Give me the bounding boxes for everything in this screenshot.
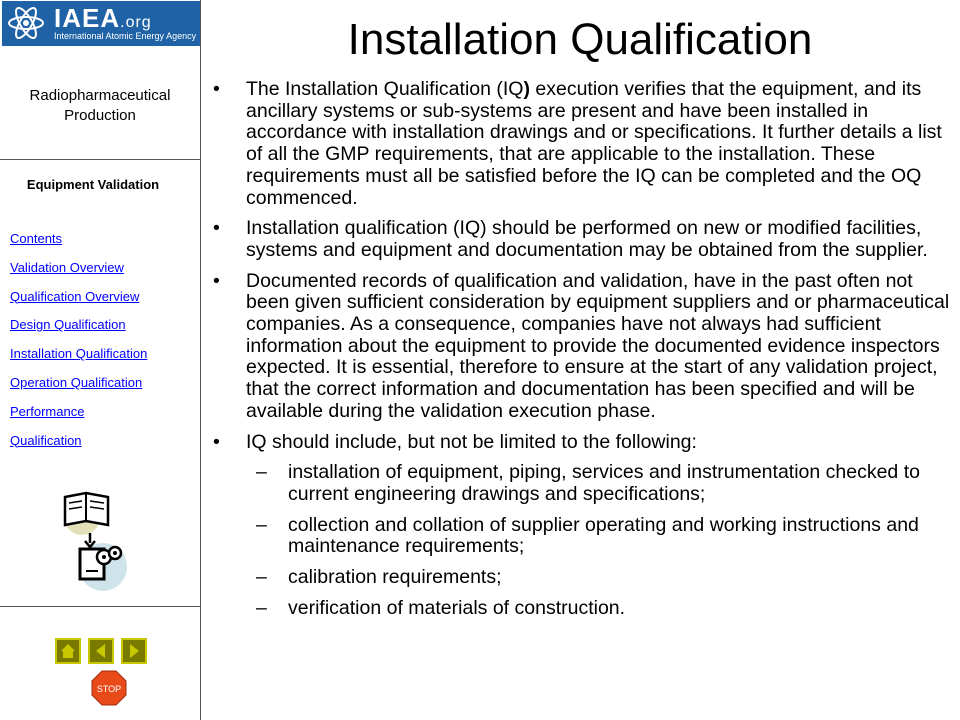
bullet-text: execution verifies that the equipment, and its ancillary systems or sub-systems are present and have been installed in accordance with installation drawings and or specifications. It further details a list of all the GMP requirements, that are applicable to the installation. These requirements must all be satisfied before the IQ can be completed and the OQ commenced. [246, 78, 942, 209]
sub-bullet-text: collection and collation of supplier operating and working instructions and maintenance requirements; [288, 513, 919, 558]
nav-performance[interactable]: Performance [10, 403, 85, 419]
course-title [0, 86, 200, 126]
slide-nav-buttons [55, 638, 150, 664]
logo-agency-name: International Atomic Energy Agency [54, 31, 197, 41]
nav-contents[interactable]: Contents [10, 231, 63, 246]
divider [0, 606, 200, 607]
nav-validation-overview[interactable]: Validation Overview [10, 259, 124, 275]
bullet-item: • Installation qualification (IQ) should be performed on new or modified facilities, systems and equipment and documentation may be obtained from the supplier. [213, 217, 928, 261]
bullet-item: • The Installation Qualification (IQ) execution verifies that the equipment, and its ancillary systems or sub-systems are present and have been installed in accordance with installation drawings and or specifications. It further details a list of all the GMP requirements, that are applicable to the installation. These requirements must all be satisfied before the IQ can be completed and the OQ commenced. [213, 78, 942, 209]
home-button[interactable] [55, 638, 81, 664]
nav-qualification[interactable]: Qualification [10, 432, 82, 448]
home-icon [57, 640, 79, 662]
course-title-line: Production [64, 107, 136, 124]
nav-installation-qualification[interactable]: Installation Qualification [10, 346, 148, 362]
bullet-text: The Installation Qualification (IQ [246, 78, 524, 100]
sub-bullet-item: – verification of materials of construction. [256, 596, 626, 619]
atom-icon [6, 3, 46, 43]
slide-content [213, 79, 953, 628]
bullet-text-bold: ) [523, 78, 530, 100]
bullet-text: Installation qualification (IQ) should be performed on new or modified facilities, systems and equipment and documentation may be obtained from the supplier. [246, 217, 928, 261]
previous-button[interactable] [88, 638, 114, 664]
sub-bullet-text: installation of equipment, piping, services and instrumentation checked to current engineering drawings and specifications; [288, 461, 920, 505]
course-title-line: Radiopharmaceutical [29, 87, 171, 104]
bullet-item: • IQ should include, but not be limited to the following: [213, 430, 697, 453]
nav-design-qualification[interactable]: Design Qualification [10, 317, 126, 333]
iaea-logo[interactable] [2, 1, 200, 46]
bullet-item: • Documented records of qualification and validation, have in the past often not been given sufficient consideration by equipment suppliers and or pharmaceutical companies. As a consequence, companies have not always had sufficient information about the equipment to provide the documented evidence inspectors expected. It is essential, therefore to ensure at the start of any validation project, that the correct information and documentation has been specified and will be available during the validation execution phase. [213, 269, 950, 422]
sub-bullet-item: – calibration requirements; [256, 566, 502, 589]
right-arrow-icon [123, 640, 145, 662]
sub-bullet-item: – installation of equipment, piping, services and instrumentation checked to current engineering drawings and specifications; [256, 461, 920, 505]
stop-label: STOP [96, 684, 122, 694]
section-title: Equipment Validation [26, 177, 160, 192]
logo-wordmark: IAEA.org [54, 3, 152, 33]
nav-operation-qualification[interactable]: Operation Qualification [10, 374, 143, 390]
next-button[interactable] [121, 638, 147, 664]
sub-bullet-text: verification of materials of construction. [288, 596, 626, 619]
page-title: Installation Qualification [347, 15, 813, 64]
nav-links [10, 225, 195, 455]
nav-qualification-overview[interactable]: Qualification Overview [10, 288, 140, 304]
sidebar [0, 0, 201, 720]
left-arrow-icon [90, 640, 112, 662]
divider [0, 159, 200, 160]
sub-bullet-text: calibration requirements; [288, 566, 502, 589]
sub-bullet-item: – collection and collation of supplier operating and working instructions and maintenance requirements; [256, 513, 919, 558]
bullet-text: Documented records of qualification and validation, have in the past often not been given sufficient consideration by equipment suppliers and or pharmaceutical companies. As a consequence, companies have not always had sufficient information about the equipment to provide the documented evidence inspectors expected. It is essential, therefore to ensure at the start of any validation project, that the correct information and documentation has been specified and will be available during the validation execution phase. [246, 269, 950, 422]
stop-button[interactable] [91, 670, 127, 706]
bullet-text: IQ should include, but not be limited to the following: [246, 430, 697, 453]
book-robot-clipart-icon [60, 487, 130, 592]
